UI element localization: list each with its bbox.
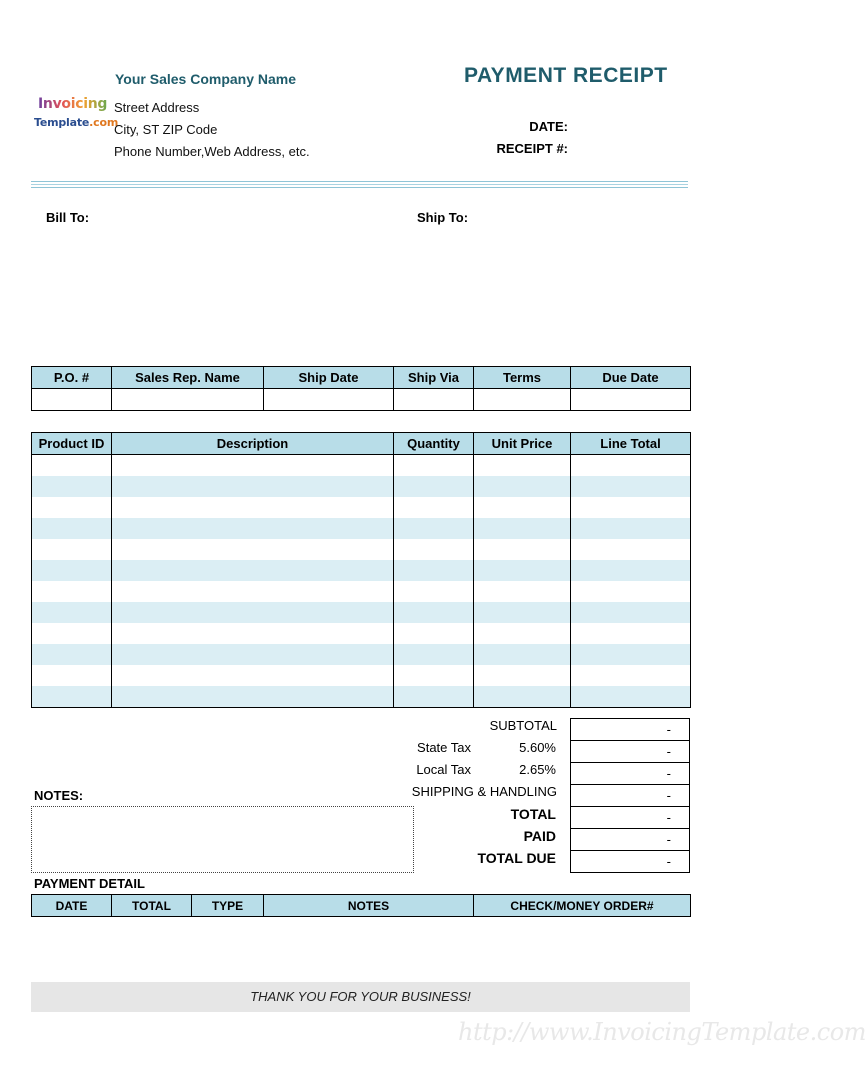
company-name: Your Sales Company Name: [115, 71, 297, 87]
company-contact: Phone Number,Web Address, etc.: [114, 144, 310, 159]
product-id-cell[interactable]: [32, 644, 112, 665]
logo-text-line1: Invoicing: [38, 96, 108, 112]
header-divider: [31, 187, 688, 188]
description-cell[interactable]: [112, 581, 394, 602]
totals-values: [570, 718, 690, 873]
total-value: -: [571, 807, 690, 829]
unit-price-cell[interactable]: [474, 665, 571, 686]
ship-date-header: Ship Date: [264, 367, 394, 389]
line-item-row: [32, 497, 691, 518]
due-date-cell[interactable]: [571, 389, 691, 411]
local-tax-value: -: [571, 763, 690, 785]
unit-price-cell[interactable]: [474, 644, 571, 665]
terms-cell[interactable]: [474, 389, 571, 411]
ship-via-header: Ship Via: [394, 367, 474, 389]
subtotal-value: -: [571, 719, 690, 741]
description-cell[interactable]: [112, 644, 394, 665]
line-total-cell[interactable]: [571, 560, 691, 581]
product-id-cell[interactable]: [32, 602, 112, 623]
product-id-cell[interactable]: [32, 623, 112, 644]
unit-price-cell[interactable]: [474, 560, 571, 581]
line-item-row: [32, 455, 691, 477]
quantity-cell[interactable]: [394, 497, 474, 518]
order-info-table: [31, 366, 691, 411]
quantity-cell[interactable]: [394, 539, 474, 560]
description-cell[interactable]: [112, 665, 394, 686]
company-city: City, ST ZIP Code: [114, 122, 218, 137]
line-total-cell[interactable]: [571, 455, 691, 477]
receipt-number-label: RECEIPT #:: [496, 141, 568, 156]
po-number-header: P.O. #: [32, 367, 112, 389]
ship-date-cell[interactable]: [264, 389, 394, 411]
terms-header: Terms: [474, 367, 571, 389]
payment-detail-header-row: [32, 895, 691, 917]
payment-notes-header: NOTES: [264, 895, 474, 917]
local-tax-label: Local Tax: [416, 762, 471, 777]
quantity-cell[interactable]: [394, 455, 474, 477]
notes-label: NOTES:: [34, 788, 84, 803]
line-item-row: [32, 602, 691, 623]
total-due-label: TOTAL DUE: [477, 850, 556, 866]
line-total-cell[interactable]: [571, 665, 691, 686]
unit-price-header: Unit Price: [474, 433, 571, 455]
line-item-row: [32, 665, 691, 686]
payment-type-header: TYPE: [192, 895, 264, 917]
quantity-cell[interactable]: [394, 686, 474, 708]
paid-label: PAID: [523, 828, 556, 844]
header-divider: [31, 181, 688, 182]
document-title: PAYMENT RECEIPT: [464, 64, 668, 87]
thank-you-footer: THANK YOU FOR YOUR BUSINESS!: [31, 982, 690, 1012]
state-tax-label: State Tax: [417, 740, 471, 755]
line-item-row: [32, 623, 691, 644]
line-total-cell[interactable]: [571, 581, 691, 602]
quantity-cell[interactable]: [394, 665, 474, 686]
unit-price-cell[interactable]: [474, 455, 571, 477]
due-date-header: Due Date: [571, 367, 691, 389]
quantity-cell[interactable]: [394, 602, 474, 623]
unit-price-cell[interactable]: [474, 623, 571, 644]
payment-total-header: TOTAL: [112, 895, 192, 917]
header-divider: [31, 184, 688, 185]
description-cell[interactable]: [112, 623, 394, 644]
line-item-row: [32, 560, 691, 581]
product-id-cell[interactable]: [32, 518, 112, 539]
description-cell[interactable]: [112, 455, 394, 477]
state-tax-value: -: [571, 741, 690, 763]
line-item-row: [32, 686, 691, 708]
line-total-cell[interactable]: [571, 518, 691, 539]
line-item-row: [32, 518, 691, 539]
shipping-label: SHIPPING & HANDLING: [411, 784, 557, 799]
description-cell[interactable]: [112, 518, 394, 539]
product-id-cell[interactable]: [32, 560, 112, 581]
payment-detail-table: [31, 894, 691, 917]
product-id-cell[interactable]: [32, 686, 112, 708]
state-tax-rate: 5.60%: [519, 740, 556, 755]
line-total-cell[interactable]: [571, 539, 691, 560]
unit-price-cell[interactable]: [474, 602, 571, 623]
ship-to-label: Ship To:: [417, 210, 469, 225]
bill-to-label: Bill To:: [46, 210, 90, 225]
watermark-url: http://www.InvoicingTemplate.com: [458, 1018, 866, 1046]
quantity-cell[interactable]: [394, 518, 474, 539]
sales-rep-cell[interactable]: [112, 389, 264, 411]
quantity-header: Quantity: [394, 433, 474, 455]
quantity-cell[interactable]: [394, 581, 474, 602]
description-cell[interactable]: [112, 602, 394, 623]
sales-rep-header: Sales Rep. Name: [112, 367, 264, 389]
description-header: Description: [112, 433, 394, 455]
product-id-cell[interactable]: [32, 455, 112, 477]
check-money-order-header: CHECK/MONEY ORDER#: [474, 895, 691, 917]
description-cell[interactable]: [112, 476, 394, 497]
po-number-cell[interactable]: [32, 389, 112, 411]
ship-via-cell[interactable]: [394, 389, 474, 411]
line-total-cell[interactable]: [571, 644, 691, 665]
line-total-cell[interactable]: [571, 623, 691, 644]
line-items-header-row: [32, 433, 691, 455]
description-cell[interactable]: [112, 539, 394, 560]
subtotal-label: SUBTOTAL: [489, 718, 557, 733]
product-id-cell[interactable]: [32, 665, 112, 686]
product-id-header: Product ID: [32, 433, 112, 455]
product-id-cell[interactable]: [32, 476, 112, 497]
paid-value[interactable]: -: [571, 829, 690, 851]
product-id-cell[interactable]: [32, 497, 112, 518]
description-cell[interactable]: [112, 686, 394, 708]
product-id-cell[interactable]: [32, 539, 112, 560]
quantity-cell[interactable]: [394, 644, 474, 665]
line-item-row: [32, 539, 691, 560]
payment-date-header: DATE: [32, 895, 112, 917]
logo-text-line2: Template.com: [34, 116, 119, 129]
quantity-cell[interactable]: [394, 476, 474, 497]
line-items-table: [31, 432, 691, 708]
line-total-cell[interactable]: [571, 602, 691, 623]
date-label: DATE:: [529, 119, 568, 134]
company-logo: [34, 94, 119, 132]
payment-detail-label: PAYMENT DETAIL: [34, 876, 145, 891]
description-cell[interactable]: [112, 560, 394, 581]
local-tax-rate: 2.65%: [519, 762, 556, 777]
line-item-row: [32, 476, 691, 497]
order-info-header-row: [32, 367, 691, 389]
unit-price-cell[interactable]: [474, 686, 571, 708]
total-label: TOTAL: [510, 806, 556, 822]
unit-price-cell[interactable]: [474, 581, 571, 602]
total-due-value: -: [571, 851, 690, 873]
order-info-row: [32, 389, 691, 411]
unit-price-cell[interactable]: [474, 518, 571, 539]
unit-price-cell[interactable]: [474, 476, 571, 497]
description-cell[interactable]: [112, 497, 394, 518]
quantity-cell[interactable]: [394, 623, 474, 644]
line-item-row: [32, 581, 691, 602]
company-street: Street Address: [114, 100, 200, 115]
line-total-cell[interactable]: [571, 686, 691, 708]
unit-price-cell[interactable]: [474, 539, 571, 560]
line-total-cell[interactable]: [571, 476, 691, 497]
line-total-cell[interactable]: [571, 497, 691, 518]
shipping-value[interactable]: -: [571, 785, 690, 807]
unit-price-cell[interactable]: [474, 497, 571, 518]
product-id-cell[interactable]: [32, 581, 112, 602]
notes-field[interactable]: [31, 806, 414, 873]
quantity-cell[interactable]: [394, 560, 474, 581]
line-total-header: Line Total: [571, 433, 691, 455]
line-item-row: [32, 644, 691, 665]
line-items-body: [32, 455, 691, 708]
